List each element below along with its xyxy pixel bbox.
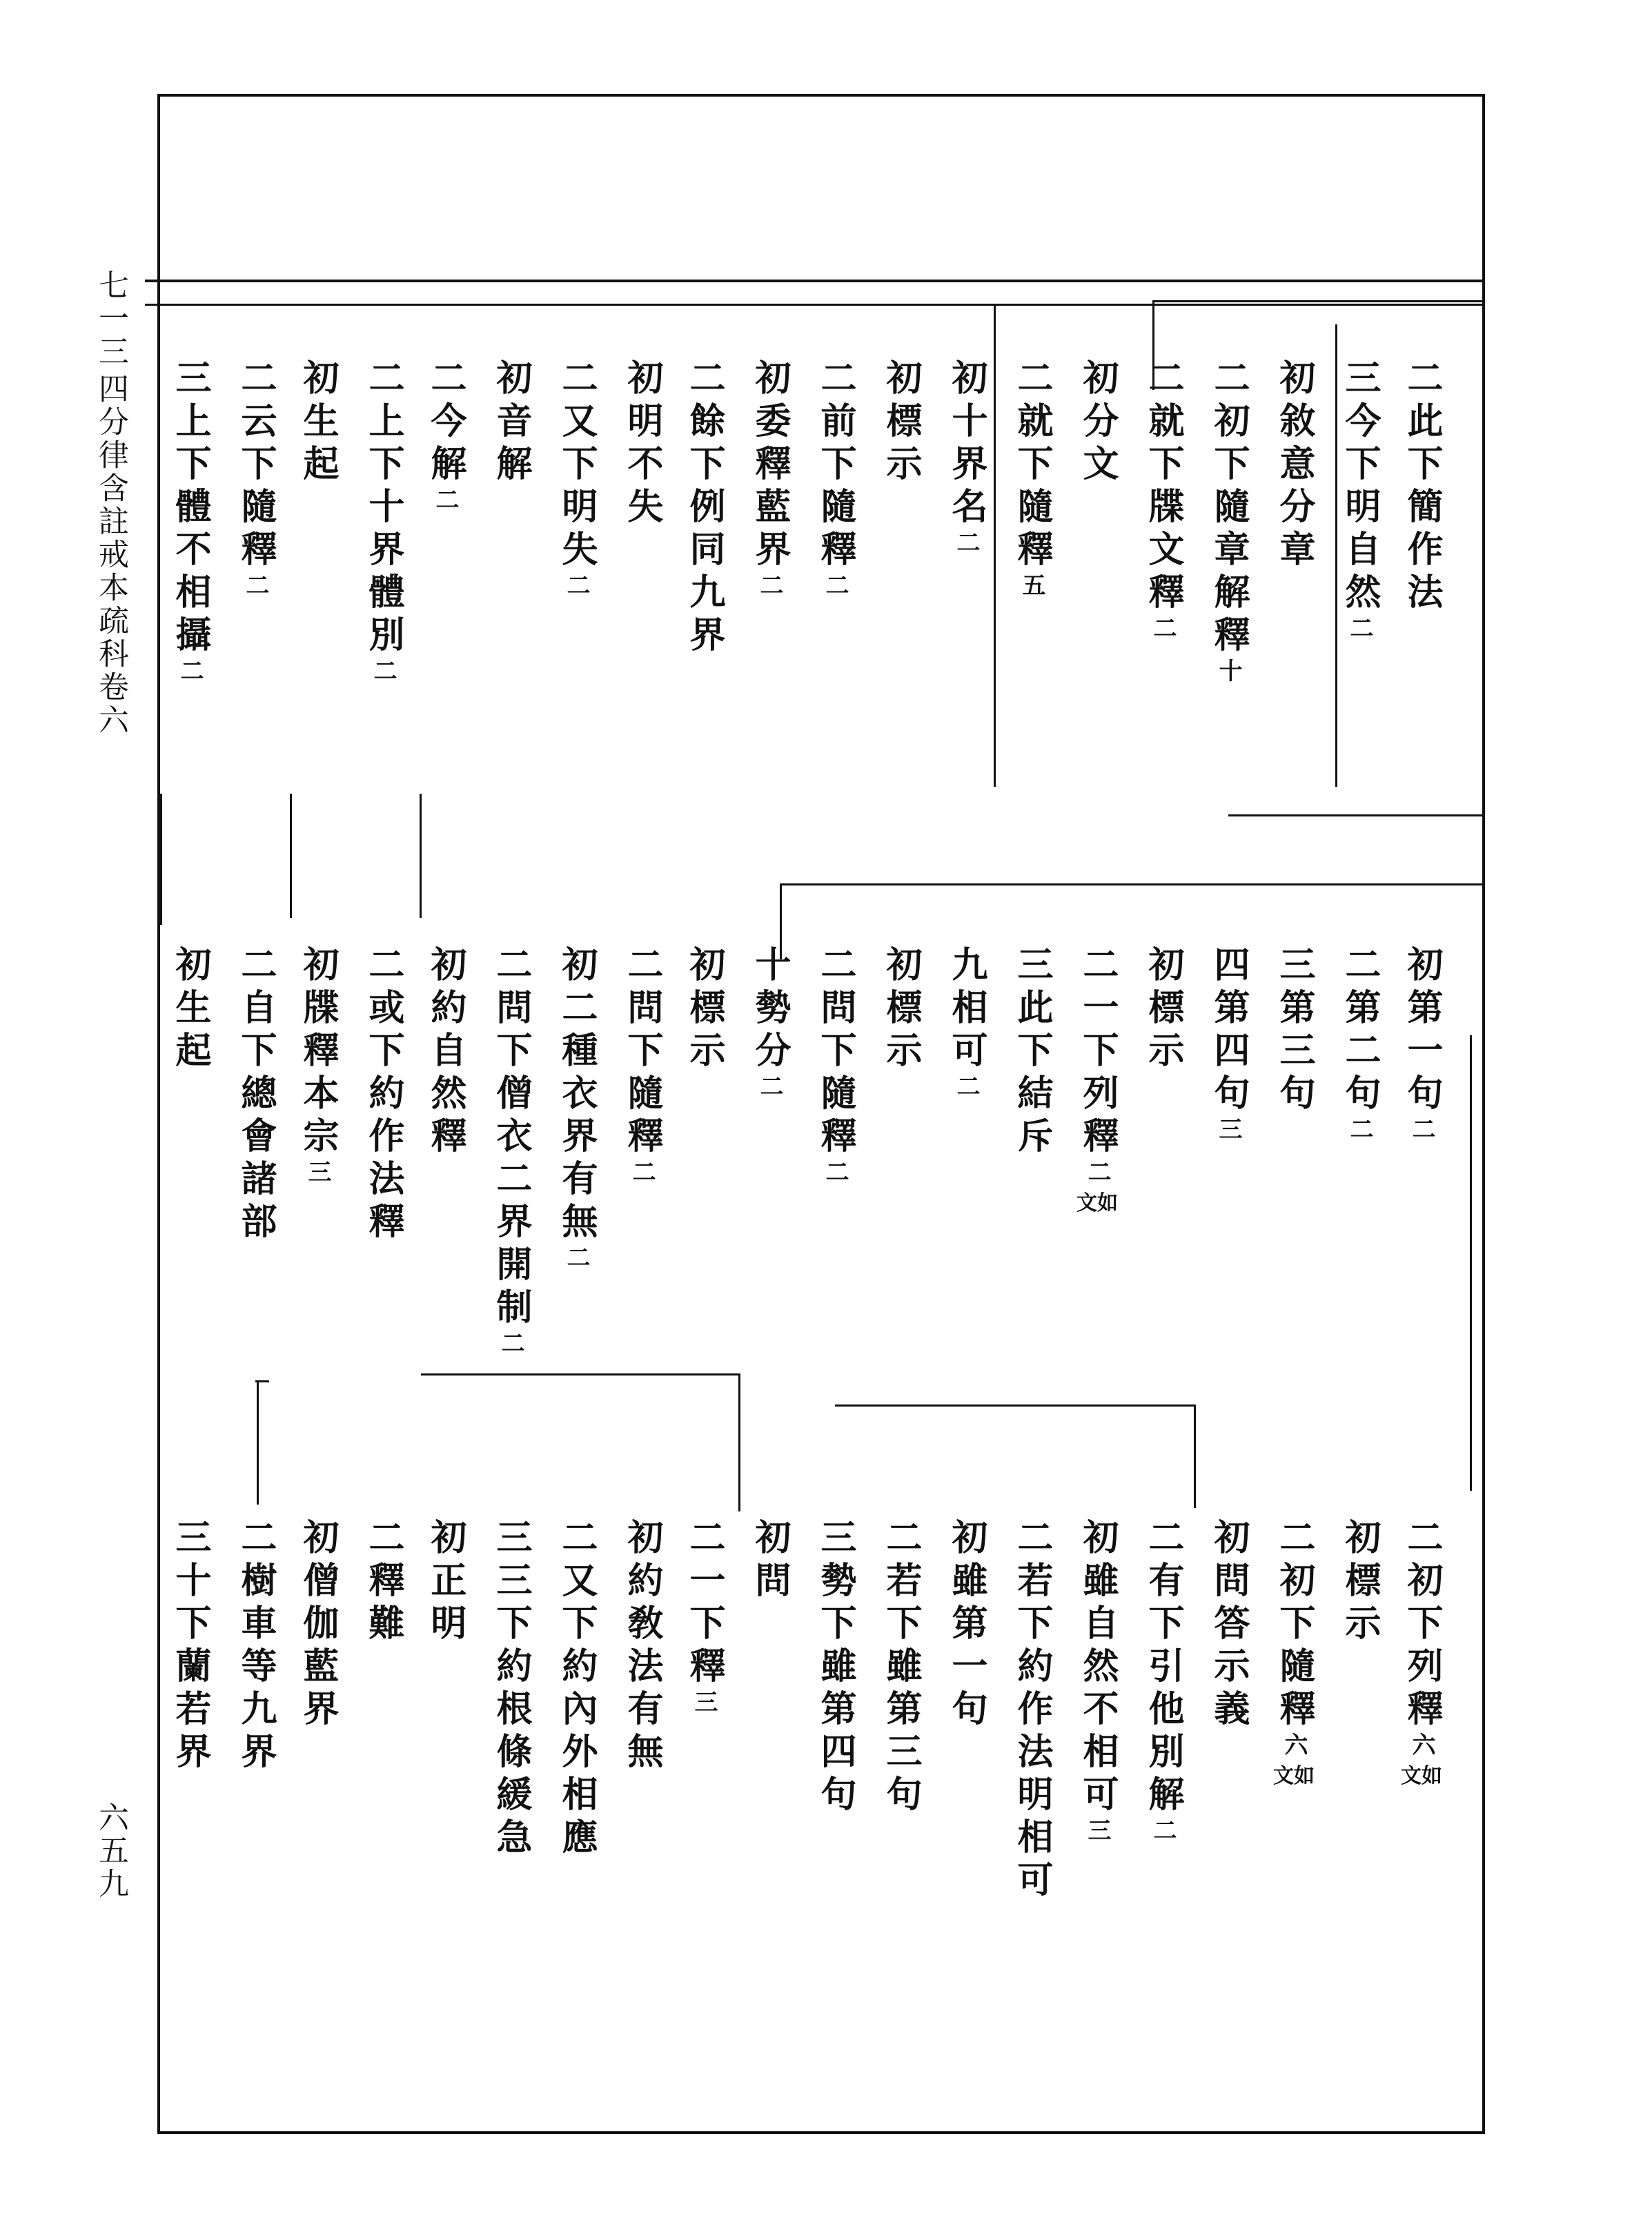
entry-b2-16: 初約自然釋 (424, 946, 466, 1159)
bracket-line (780, 883, 1484, 885)
entry-b2-03: 三第三句 (1273, 946, 1315, 1117)
entry-b2-01: 初第一句二 (1401, 946, 1443, 1140)
book-title: 四分律含註戒本疏科卷六 (93, 373, 128, 737)
entry-b3-17: 二釋難 (362, 1518, 404, 1647)
entry-b1-20: 三上下體不相攝二 (169, 359, 211, 682)
entry-b1-09: 初標示 (880, 359, 922, 487)
entry-b3-05: 二有下引他別解二 (1142, 1518, 1184, 1841)
entry-b3-11: 初問 (749, 1518, 791, 1604)
entry-b3-01: 二初下列釋六文如 (1401, 1518, 1443, 1788)
bracket-line (1152, 300, 1484, 302)
bracket-line (257, 1380, 259, 1505)
entry-b2-11: 十勢分二 (749, 946, 791, 1097)
bracket-line (290, 794, 292, 918)
page-number: 六五九 (93, 1801, 128, 1901)
entry-b2-04: 四第四句三 (1208, 946, 1250, 1140)
entry-b3-14: 二又下約內外相應 (555, 1518, 598, 1861)
entry-b1-08: 初十界名二 (945, 359, 987, 554)
bracket-line (1194, 1404, 1196, 1508)
entry-b2-02: 二第二句二 (1339, 946, 1381, 1140)
entry-b1-13: 初明不失 (621, 359, 663, 530)
entry-b2-07: 三此下結斥 (1011, 946, 1053, 1159)
bracket-line (1335, 324, 1337, 787)
entry-b1-16: 二今解二 (424, 359, 466, 511)
entry-b3-07: 二若下約作法明相可 (1011, 1518, 1053, 1903)
entry-b3-16: 初正明 (424, 1518, 466, 1647)
bracket-line (1228, 814, 1484, 816)
entry-b3-03: 二初下隨釋六文如 (1273, 1518, 1315, 1788)
entry-b2-08: 九相可二 (945, 946, 987, 1097)
bracket-line (738, 1373, 740, 1511)
entry-b3-15: 三三下約根條緩急 (490, 1518, 532, 1861)
entry-b1-06: 初分文 (1076, 359, 1119, 487)
entry-b2-20: 初生起 (169, 946, 211, 1074)
entry-b1-03: 初敘意分章 (1273, 359, 1315, 573)
entry-b3-06: 初雖自然不相可三 (1076, 1518, 1119, 1841)
top-rule (145, 280, 1485, 282)
entry-b2-15: 二問下僧衣二界開制二 (490, 946, 532, 1354)
entry-b3-18: 初僧伽藍界 (297, 1518, 339, 1732)
entry-b2-05: 初標示 (1142, 946, 1184, 1074)
bracket-line (420, 794, 422, 918)
entry-b3-19: 二樹車等九界 (235, 1518, 277, 1775)
entry-b3-10: 三勢下雖第四句 (814, 1518, 856, 1818)
entry-b1-15: 初音解 (490, 359, 532, 487)
entry-b1-02: 三今下明自然二 (1339, 359, 1381, 639)
entry-b2-13: 二問下隨釋二 (621, 946, 663, 1183)
entry-b1-10: 二前下隨釋二 (814, 359, 856, 596)
entry-b1-04: 二初下隨章解釋十 (1208, 359, 1250, 682)
bracket-line (160, 794, 162, 925)
entry-b3-12: 二一下釋三 (683, 1518, 725, 1713)
entry-b1-17: 二上下十界體別二 (362, 359, 404, 682)
entry-b2-19: 二自下總會諸部 (235, 946, 277, 1245)
bracket-line (1470, 1035, 1472, 1491)
entry-b1-07: 二就下隨釋五 (1011, 359, 1053, 596)
entry-b3-09: 二若下雖第三句 (880, 1518, 922, 1818)
entry-b1-05: 二就下牒文釋二 (1142, 359, 1184, 639)
volume-number: 七一三 (93, 269, 128, 369)
entry-b2-12: 初標示 (683, 946, 725, 1074)
entry-b2-06: 二一下列釋二文如 (1076, 946, 1119, 1215)
entry-b3-04: 初問答示義 (1208, 1518, 1250, 1732)
bracket-line (994, 304, 996, 787)
entry-b2-10: 二問下隨釋二 (814, 946, 856, 1183)
bracket-line (421, 1373, 738, 1376)
entry-b2-18: 初牒釋本宗三 (297, 946, 339, 1183)
entry-b2-14: 初二種衣界有無二 (555, 946, 598, 1269)
entry-b2-17: 二或下約作法釋 (362, 946, 404, 1245)
entry-b2-09: 初標示 (880, 946, 922, 1074)
entry-b3-08: 初雖第一句 (945, 1518, 987, 1732)
entry-b1-01: 二此下簡作法 (1401, 359, 1443, 616)
entry-b3-02: 初標示 (1339, 1518, 1381, 1647)
entry-b3-20: 三十下蘭若界 (169, 1518, 211, 1775)
entry-b1-19: 二云下隨釋二 (235, 359, 277, 596)
entry-b1-14: 二又下明失二 (555, 359, 598, 596)
entry-b3-13: 初約敎法有無 (621, 1518, 663, 1775)
top-rule-2 (145, 304, 1485, 306)
entry-b1-18: 初生起 (297, 359, 339, 487)
bracket-line (835, 1404, 1194, 1407)
entry-b1-12: 二餘下例同九界 (683, 359, 725, 658)
entry-b1-11: 初委釋藍界二 (749, 359, 791, 596)
